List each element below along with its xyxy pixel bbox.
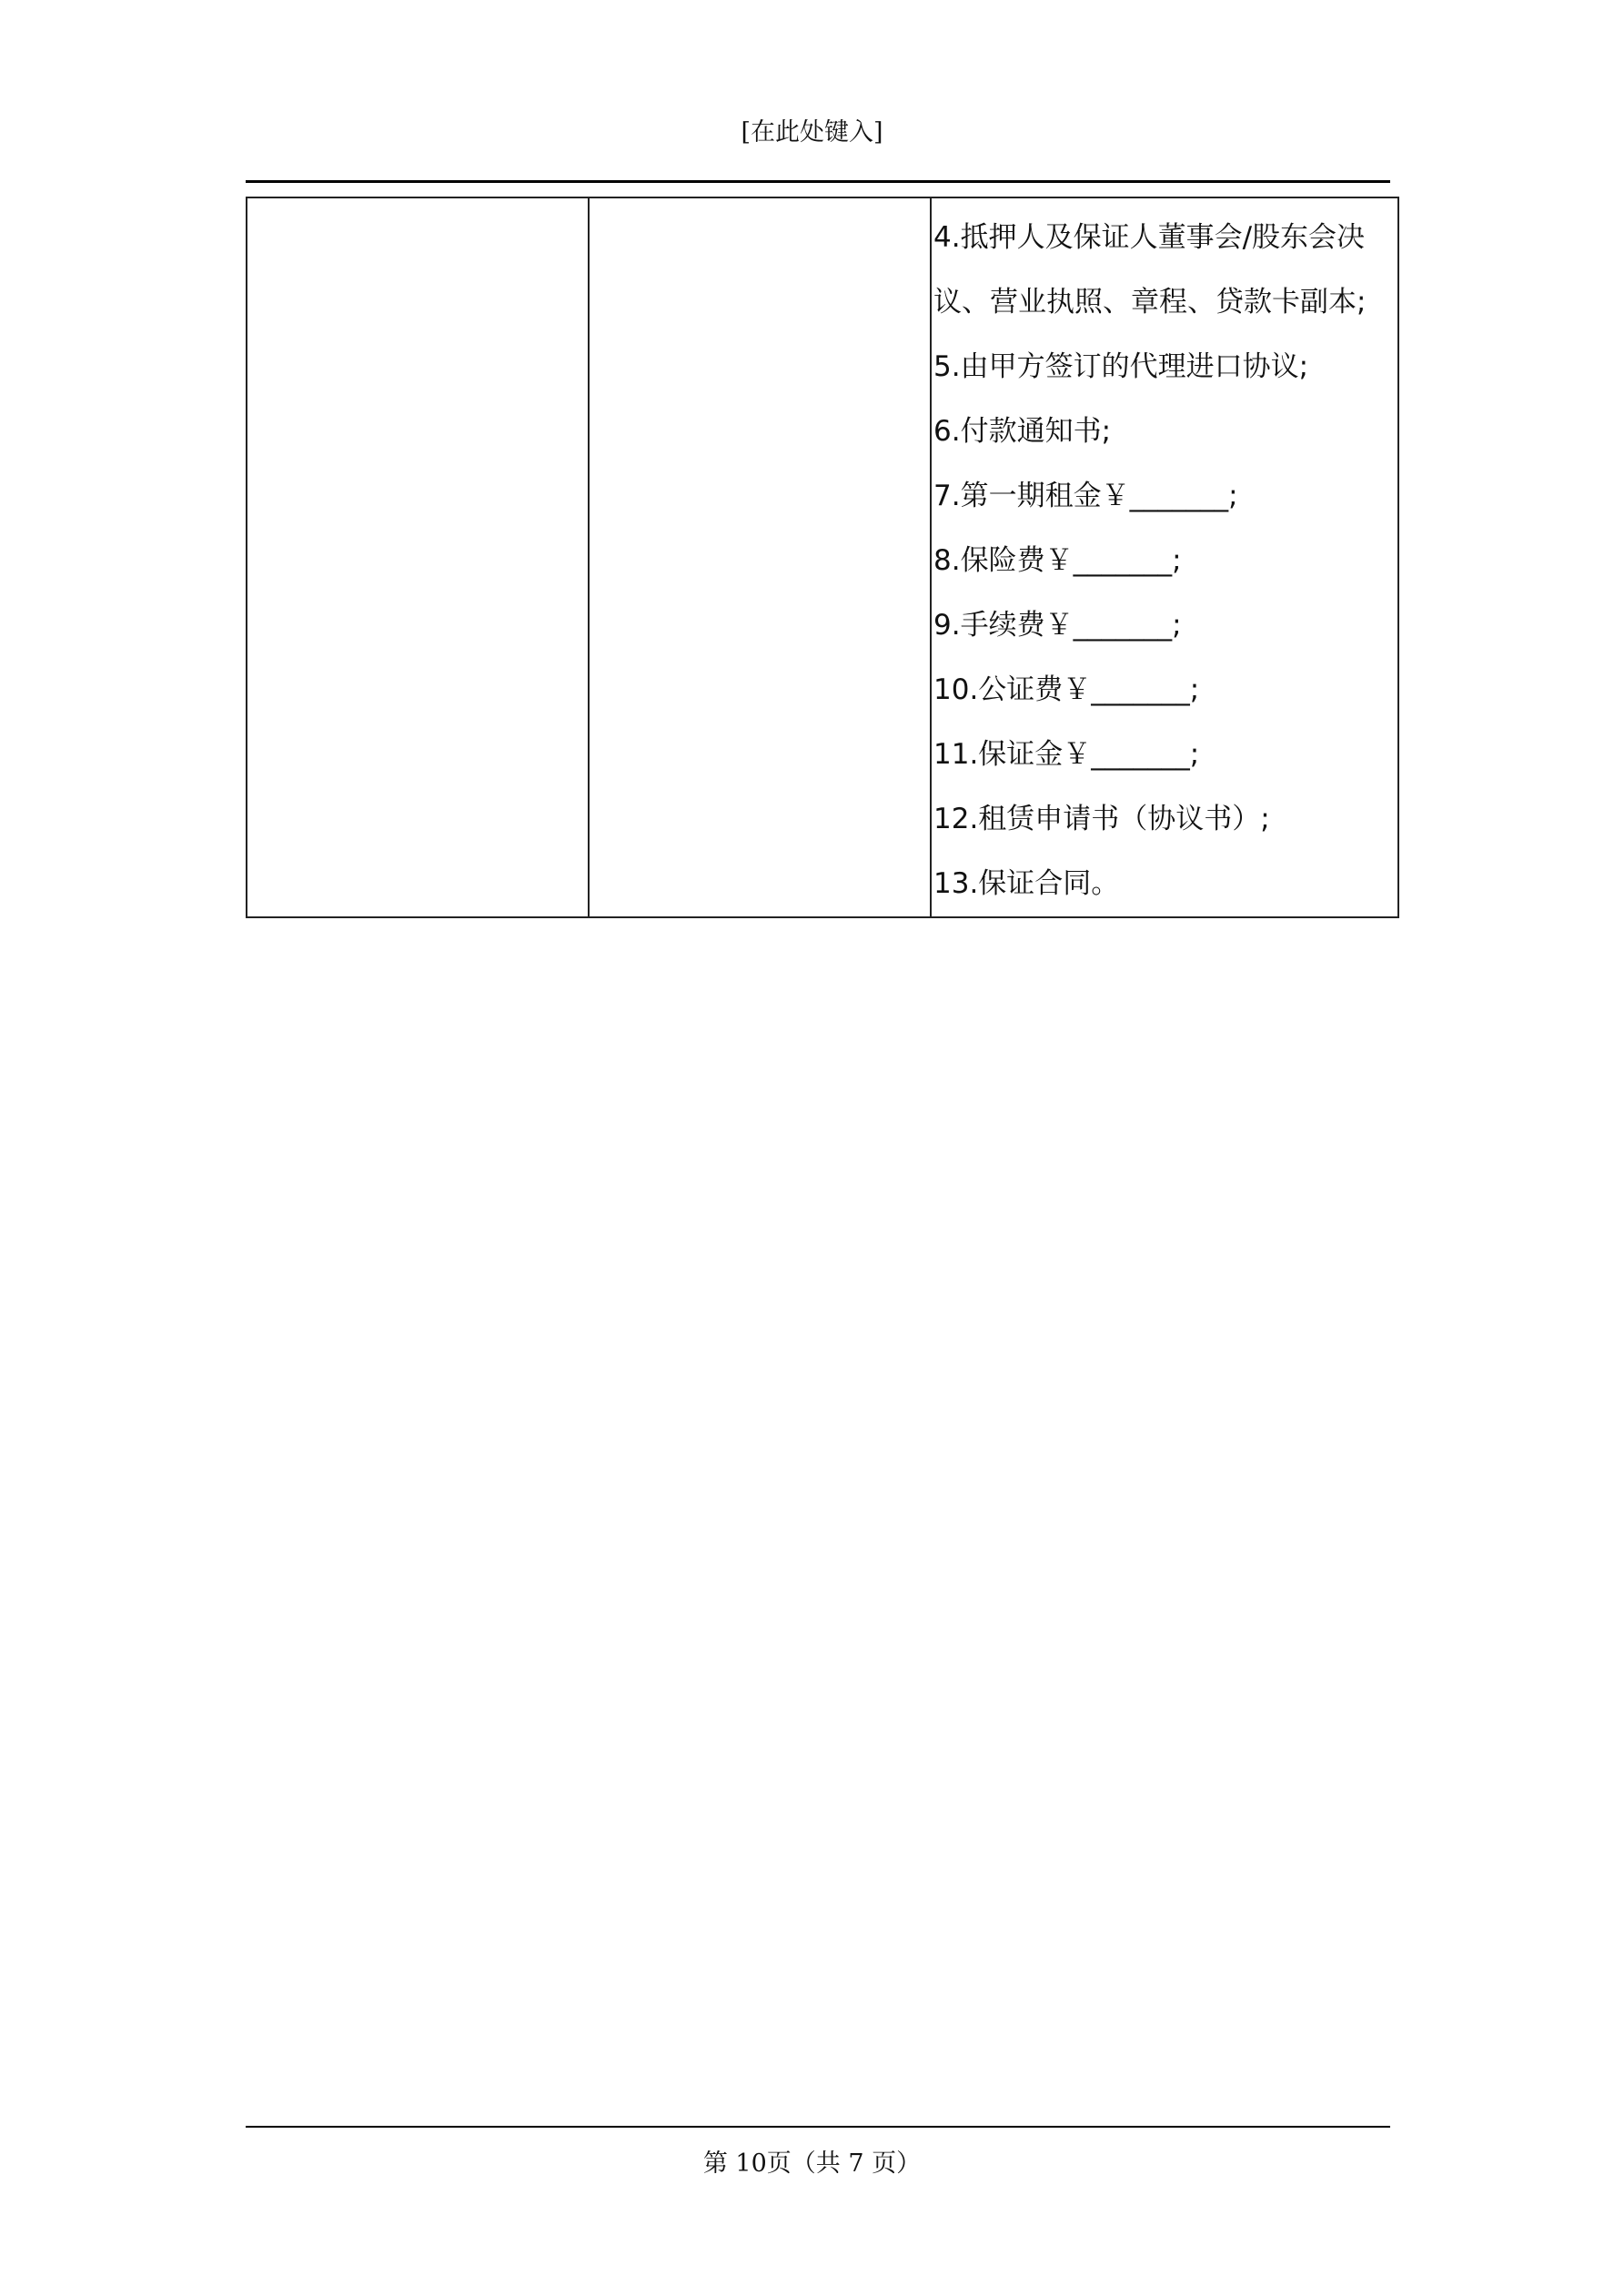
page-header: [在此处键入] bbox=[741, 118, 883, 147]
table-cell-col1 bbox=[247, 197, 589, 917]
footer-rule bbox=[246, 2126, 1390, 2128]
list-item: 4.抵押人及保证人董事会/股东会决 bbox=[933, 221, 1366, 254]
list-item: 6.付款通知书; bbox=[933, 415, 1112, 448]
list-item: 议、营业执照、章程、贷款卡副本; bbox=[933, 286, 1367, 319]
table-row bbox=[247, 197, 1398, 917]
list-item: 11.保证金￥_______; bbox=[933, 738, 1200, 771]
header-rule bbox=[246, 180, 1390, 183]
table-cell-col3 bbox=[931, 197, 1398, 917]
list-item: 12.租赁申请书（协议书）; bbox=[933, 803, 1270, 835]
list-item: 5.由甲方签订的代理进口协议; bbox=[933, 350, 1309, 383]
list-item: 13.保证合同。 bbox=[933, 867, 1120, 900]
page-footer: 第 10页（共 7 页） bbox=[702, 2149, 922, 2178]
list-item: 8.保险费￥_______; bbox=[933, 544, 1182, 577]
document-table bbox=[246, 197, 1399, 918]
list-item: 9.手续费￥_______; bbox=[933, 609, 1182, 642]
list-item: 7.第一期租金￥_______; bbox=[933, 480, 1238, 512]
table-cell-col2 bbox=[589, 197, 931, 917]
requirements-list bbox=[932, 198, 1397, 916]
list-item: 10.公证费￥_______; bbox=[933, 673, 1200, 706]
